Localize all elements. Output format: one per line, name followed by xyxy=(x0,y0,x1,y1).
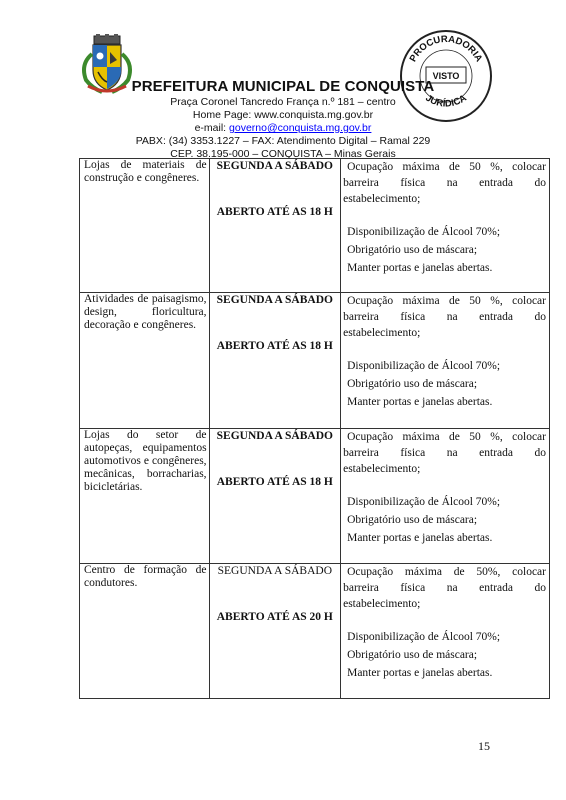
requirement-item: Manter portas e janelas abertas. xyxy=(347,396,493,408)
activity-text: Atividades de paisagismo, design, floricultura, decoração e congêneres. xyxy=(84,293,207,331)
schedule-cell xyxy=(209,429,341,564)
page-title: PREFEITURA MUNICIPAL DE CONQUISTA xyxy=(131,78,435,95)
schedule-hours: ABERTO ATÉ AS 18 H xyxy=(216,476,333,488)
requirement-item: Obrigatório uso de máscara; xyxy=(347,244,478,256)
schedule-cell xyxy=(209,293,341,429)
schedule-hours: ABERTO ATÉ AS 18 H xyxy=(216,206,333,218)
requirement-text: Ocupação máxima de 50 %, colocar barreira física na entrada do estabelecimento; xyxy=(343,431,546,475)
address-line: Praça Coronel Tancredo França n.º 181 – centro xyxy=(170,96,396,108)
page-number: 15 xyxy=(478,739,490,753)
requirement-item: Obrigatório uso de máscara; xyxy=(347,649,478,661)
requirement-item: Disponibilização de Álcool 70%; xyxy=(347,631,501,643)
activity-cell xyxy=(80,293,210,429)
activity-cell xyxy=(80,159,210,293)
schedule-hours: ABERTO ATÉ AS 20 H xyxy=(216,611,333,623)
activity-text: Centro de formação de condutores. xyxy=(84,564,207,589)
homepage-line: Home Page: www.conquista.mg.gov.br xyxy=(192,109,374,121)
email-line xyxy=(0,122,566,135)
activity-text: Lojas de materiais de construção e congêneres. xyxy=(84,159,207,184)
svg-text:PROCURADORIA xyxy=(408,34,485,64)
requirement-text: Ocupação máxima de 50 %, colocar barreira física na entrada do estabelecimento; xyxy=(343,161,546,205)
stamp-middle-text: VISTO xyxy=(432,71,460,81)
cep-line: CEP. 38.195-000 – CONQUISTA – Minas Gerais xyxy=(170,148,396,160)
requirement-item: Obrigatório uso de máscara; xyxy=(347,514,478,526)
stamp-top-text: PROCURADORIA xyxy=(407,33,485,64)
activity-cell xyxy=(80,429,210,564)
requirement-text: Ocupação máxima de 50 %, colocar barreira física na entrada do estabelecimento; xyxy=(343,295,546,339)
phone-line: PABX: (34) 3353.1227 – FAX: Atendimento Digital – Ramal 229 xyxy=(135,135,431,147)
email-prefix: e-mail: xyxy=(194,122,230,134)
requirements-cell xyxy=(341,159,550,293)
requirement-item: Obrigatório uso de máscara; xyxy=(347,378,478,390)
schedule-days: SEGUNDA A SÁBADO xyxy=(216,160,333,172)
requirement-item: Disponibilização de Álcool 70%; xyxy=(347,360,501,372)
schedule-cell xyxy=(209,159,341,293)
schedule-hours: ABERTO ATÉ AS 18 H xyxy=(216,340,333,352)
requirement-text: Ocupação máxima de 50%, colocar barreira física na entrada do estabelecimento; xyxy=(343,566,546,610)
requirement-item: Manter portas e janelas abertas. xyxy=(347,262,493,274)
schedule-days: SEGUNDA A SÁBADO xyxy=(216,294,333,306)
requirements-cell xyxy=(341,564,550,699)
table-row xyxy=(80,429,550,564)
email-link[interactable]: governo@conquista.mg.gov.br xyxy=(229,122,372,134)
stamp-bottom-text: JURÍDICA xyxy=(423,92,469,110)
letterhead xyxy=(0,0,566,160)
schedule-days: SEGUNDA A SÁBADO xyxy=(217,565,333,577)
requirement-item: Disponibilização de Álcool 70%; xyxy=(347,496,501,508)
table-row xyxy=(80,564,550,699)
table-row xyxy=(80,293,550,429)
activities-table xyxy=(79,158,550,699)
requirements-cell xyxy=(341,429,550,564)
activity-cell xyxy=(80,564,210,699)
requirement-item: Disponibilização de Álcool 70%; xyxy=(347,226,501,238)
activity-text: Lojas do setor de autopeças, equipamentos automotivos e congêneres, mecânicas, borracharias, bicicletárias. xyxy=(84,429,207,493)
schedule-cell xyxy=(209,564,341,699)
table-row xyxy=(80,159,550,293)
requirement-item: Manter portas e janelas abertas. xyxy=(347,667,493,679)
requirements-cell xyxy=(341,293,550,429)
schedule-days: SEGUNDA A SÁBADO xyxy=(216,430,333,442)
requirement-item: Manter portas e janelas abertas. xyxy=(347,532,493,544)
